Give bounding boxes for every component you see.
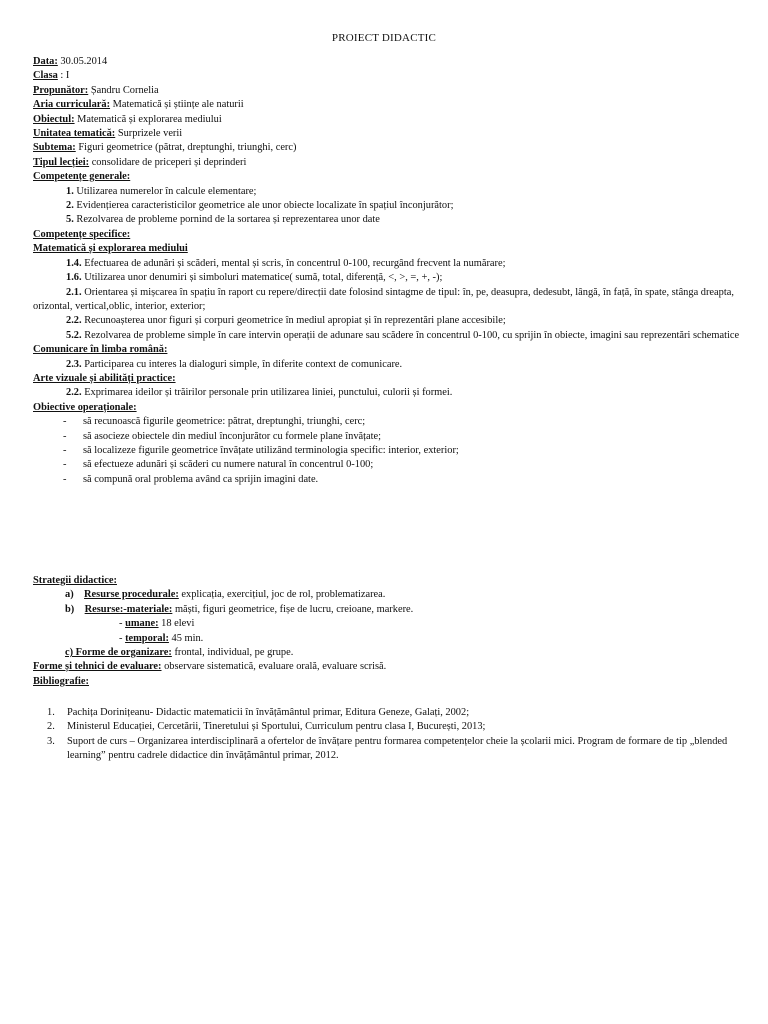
romanian-subject-heading: [33, 343, 740, 357]
objective-item: [33, 473, 740, 487]
item-text: Participarea cu interes la dialoguri simple, în diferite context de comunicare.: [81, 358, 403, 370]
strategy-label: temporal:: [125, 632, 169, 644]
bibliography-heading: [33, 675, 740, 689]
dash-marker: -: [119, 632, 126, 644]
strategy-organization: [33, 646, 740, 660]
lesson-metadata: [33, 55, 740, 487]
section-heading: Strategii didactice:: [33, 575, 117, 586]
general-competence-item: [33, 213, 740, 227]
specific-competences-heading: [33, 228, 740, 242]
meta-date: [33, 55, 740, 69]
meta-label: Obiectul:: [33, 113, 75, 125]
item-text: Efectuarea de adunări și scăderi, mental și scris, în concentrul 0-100, recurgând frecvent la numărare;: [81, 257, 506, 269]
meta-subject: [33, 113, 740, 127]
item-text: Recunoașterea unor figuri și corpuri geometrice în mediul apropiat și în reprezentări plane accesibile;: [81, 315, 506, 327]
strategies-heading: [33, 574, 740, 588]
objective-item: [33, 458, 740, 472]
item-text: Exprimarea ideilor și trăirilor personale prin utilizarea liniei, punctului, culorii și formei.: [81, 387, 453, 399]
meta-value: Figuri geometrice (pătrat, dreptunghi, triunghi, cerc): [75, 142, 297, 154]
dash-marker: -: [63, 473, 67, 485]
specific-competence-item: [33, 286, 740, 315]
meta-label: Aria curriculară:: [33, 99, 111, 111]
item-text: Utilizarea numerelor în calcule elementare;: [73, 185, 257, 197]
item-text: Utilizarea unor denumiri și simboluri matematice( sumă, total, diferență, <, >, =, +, -);: [81, 272, 443, 284]
item-number: 1.4.: [66, 257, 82, 269]
item-text: să compună oral problema având ca sprijin imagini date.: [83, 473, 319, 485]
item-text: Evidențierea caracteristicilor geometrice ale unor obiecte localizate în spațiul înconjurător;: [73, 200, 454, 212]
strategy-text: 18 elevi: [158, 618, 195, 630]
item-text: să recunoască figurile geometrice: pătrat, dreptunghi, triunghi, cerc;: [83, 416, 366, 428]
meta-label: Tipul lecției:: [33, 156, 90, 168]
strategy-human: [33, 617, 740, 631]
dash-marker: -: [63, 444, 67, 456]
general-competences-heading: [33, 170, 740, 184]
section-heading: Competențe specifice:: [33, 228, 131, 240]
meta-teacher: [33, 84, 740, 98]
strategies-section: [33, 574, 740, 689]
bibliography-item: [33, 735, 740, 764]
meta-label: Propunător:: [33, 84, 89, 96]
meta-value: Matematică și științe ale naturii: [110, 99, 244, 111]
objective-item: [33, 415, 740, 429]
strategy-label: Resurse procedurale:: [84, 589, 179, 601]
list-marker: b): [65, 603, 75, 615]
meta-subtheme: [33, 141, 740, 155]
meta-value: 30.05.2014: [57, 56, 108, 67]
meta-label: Unitatea tematică:: [33, 128, 116, 140]
item-number: 5.2.: [66, 329, 82, 341]
specific-competence-item: [33, 314, 740, 328]
subsection-heading: Arte vizuale și abilități practice:: [33, 372, 176, 384]
item-text: să asocieze obiectele din mediul înconjurător cu formele plane învățate;: [83, 430, 382, 442]
item-number: 2.2.: [66, 315, 82, 327]
arts-subject-heading: [33, 372, 740, 386]
meta-value: Matematică și explorarea mediului: [74, 113, 222, 125]
item-text: să efectueze adunări și scăderi cu numere natural în concentrul 0-100;: [83, 459, 374, 471]
meta-curricular-area: [33, 98, 740, 112]
specific-competence-item: [33, 271, 740, 285]
strategy-text: 45 min.: [168, 632, 204, 644]
objective-item: [33, 444, 740, 458]
item-number: 5.: [66, 214, 74, 226]
section-heading: Bibliografie:: [33, 675, 89, 687]
bibliography-item: [33, 720, 740, 734]
dash-marker: -: [63, 459, 67, 471]
strategy-text: explicația, exercițiul, joc de rol, problematizarea.: [178, 589, 386, 601]
dash-marker: -: [119, 618, 126, 630]
strategy-materials: [33, 603, 740, 617]
meta-thematic-unit: [33, 127, 740, 141]
specific-competence-item: [33, 358, 740, 372]
meta-value: : I: [57, 70, 70, 82]
dash-marker: -: [63, 416, 67, 428]
specific-competence-item: [33, 386, 740, 400]
strategy-text: măști, figuri geometrice, fișe de lucru, creioane, markere.: [172, 603, 414, 615]
item-number: 2.1.: [66, 286, 82, 298]
item-number: 2.: [66, 200, 74, 212]
item-text: Orientarea și mișcarea în spațiu în raport cu repere/direcții date folosind sintagme de tipul: în, pe, deasupra, dedesubt, lângă, în față, în spate, stânga dreapta, orizontal, vertical,oblic, interior, exterior;: [33, 286, 734, 312]
evaluation-text: observare sistematică, evaluare orală, evaluare scrisă.: [161, 661, 387, 673]
evaluation-line: [33, 660, 740, 674]
specific-competence-item: [33, 329, 740, 343]
meta-value: Surprizele verii: [115, 128, 183, 140]
item-number: 1.: [66, 185, 74, 197]
list-marker: a): [65, 589, 74, 601]
subsection-heading: Matematică și explorarea mediului: [33, 243, 188, 255]
item-text: Ministerul Educației, Cercetării, Tineretului și Sportului, Curriculum pentru clasa I, București, 2013;: [67, 721, 486, 733]
item-number: 2.2.: [66, 387, 82, 399]
section-heading: Competențe generale:: [33, 171, 131, 183]
bibliography-list: [33, 706, 740, 764]
item-number: 3.: [47, 735, 55, 747]
item-number: 1.6.: [66, 272, 82, 284]
bibliography-item: [33, 706, 740, 720]
objective-item: [33, 430, 740, 444]
item-text: Pachița Dorinițeanu- Didactic matematicii în învățământul primar, Editura Geneze, Galați, 2002;: [67, 707, 470, 718]
document-title: PROIECT DIDACTIC: [331, 32, 437, 44]
item-text: să localizeze figurile geometrice învățate utilizând terminologia specific: interior, exterior;: [83, 444, 459, 456]
item-text: Rezolvarea de probleme simple în care intervin operații de adunare sau scădere în concentrul 0-100, cu sprijin în obiecte, imagini sau reprezentări schematice: [81, 329, 740, 341]
strategy-label: umane:: [125, 618, 159, 630]
meta-label: Data:: [33, 56, 58, 67]
dash-marker: -: [63, 430, 67, 442]
specific-competence-item: [33, 257, 740, 271]
meta-value: consolidare de priceperi și deprinderi: [89, 156, 247, 168]
meta-label: Clasa: [33, 70, 58, 82]
general-competence-item: [33, 199, 740, 213]
item-text: Rezolvarea de probleme pornind de la sortarea și reprezentarea unor date: [73, 214, 380, 226]
item-text: Suport de curs – Organizarea interdisciplinară a ofertelor de învățare pentru formarea competențelor cheie la școlarii mici. Program de formare de tip „blended learning” pentru cadrele didactice din învățământul primar, 2012.: [67, 735, 728, 762]
meta-class: [33, 69, 740, 83]
strategy-text: frontal, individual, pe grupe.: [171, 647, 294, 659]
item-number: 2.3.: [66, 358, 82, 370]
subsection-heading: Comunicare în limba română:: [33, 344, 168, 356]
strategy-label: c) Forme de organizare:: [65, 647, 172, 659]
meta-label: Subtema:: [33, 142, 76, 154]
objectives-heading: [33, 401, 740, 415]
math-subject-heading: [33, 242, 740, 256]
meta-value: Șandru Cornelia: [88, 84, 159, 96]
item-number: 2.: [47, 721, 55, 733]
section-heading: Forme și tehnici de evaluare:: [33, 661, 162, 673]
item-number: 1.: [47, 707, 55, 718]
strategy-temporal: [33, 632, 740, 646]
meta-lesson-type: [33, 156, 740, 170]
strategy-label: Resurse:-materiale:: [84, 603, 173, 615]
section-heading: Obiective operaționale:: [33, 401, 137, 413]
strategy-procedural: [33, 588, 740, 602]
general-competence-item: [33, 185, 740, 199]
